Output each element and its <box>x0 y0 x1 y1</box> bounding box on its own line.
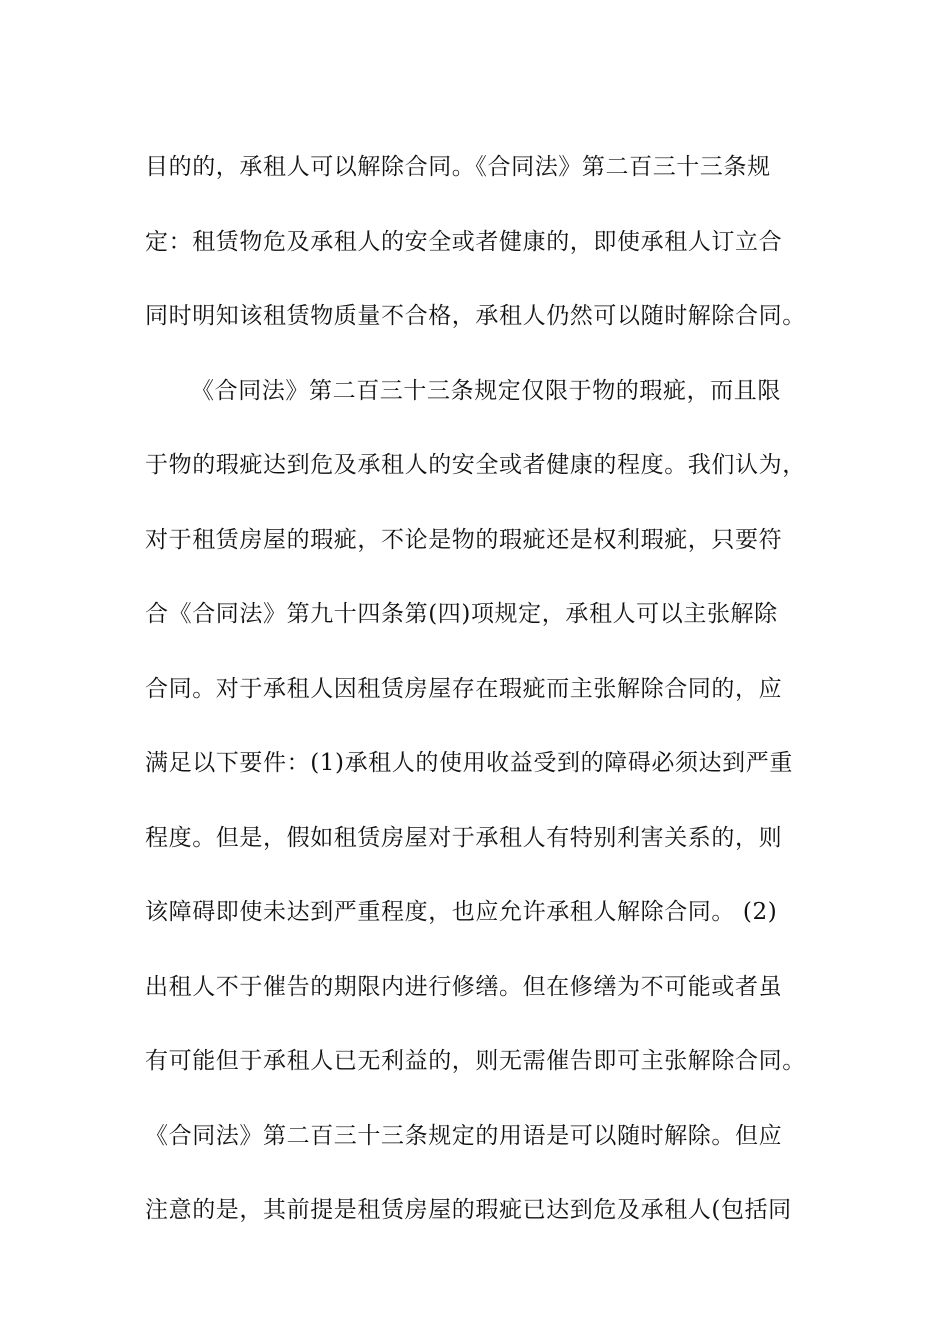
document-body <box>145 130 835 1248</box>
text-line: 出租人不于催告的期限内进行修缮。但在修缮为不可能或者虽 <box>145 973 783 1000</box>
text-line: 于物的瑕疵达到危及承租人的安全或者健康的程度。我们认为， <box>145 452 806 478</box>
text-line: 定：租赁物危及承租人的安全或者健康的，即使承租人订立合 <box>145 228 783 255</box>
text-line: 程度。但是，假如租赁房屋对于承租人有特别利害关系的，则 <box>145 824 783 851</box>
text-line: 对于租赁房屋的瑕疵，不论是物的瑕疵还是权利瑕疵，只要符 <box>145 526 783 553</box>
text-line: 《合同法》第二百三十三条规定的用语是可以随时解除。但应 <box>145 1122 783 1149</box>
text-line: 满足以下要件：(1)承租人的使用收益受到的障碍必须达到严重 <box>145 750 793 776</box>
text-line: 该障碍即使未达到严重程度，也应允许承租人解除合同。 (2) <box>145 899 778 925</box>
text-line: 目的的，承租人可以解除合同。《合同法》第二百三十三条规 <box>145 154 771 180</box>
text-line: 有可能但于承租人已无利益的，则无需催告即可主张解除合同。 <box>145 1048 806 1074</box>
text-line: 注意的是，其前提是租赁房屋的瑕疵已达到危及承租人(包括同 <box>145 1197 792 1223</box>
text-line: 合同。对于承租人因租赁房屋存在瑕疵而主张解除合同的，应 <box>145 675 783 702</box>
text-line: 同时明知该租赁物质量不合格，承租人仍然可以随时解除合同。 <box>145 303 806 329</box>
paragraph-first-line: 《合同法》第二百三十三条规定仅限于物的瑕疵，而且限 <box>191 377 781 404</box>
text-line: 合《合同法》第九十四条第(四)项规定，承租人可以主张解除 <box>145 601 778 627</box>
